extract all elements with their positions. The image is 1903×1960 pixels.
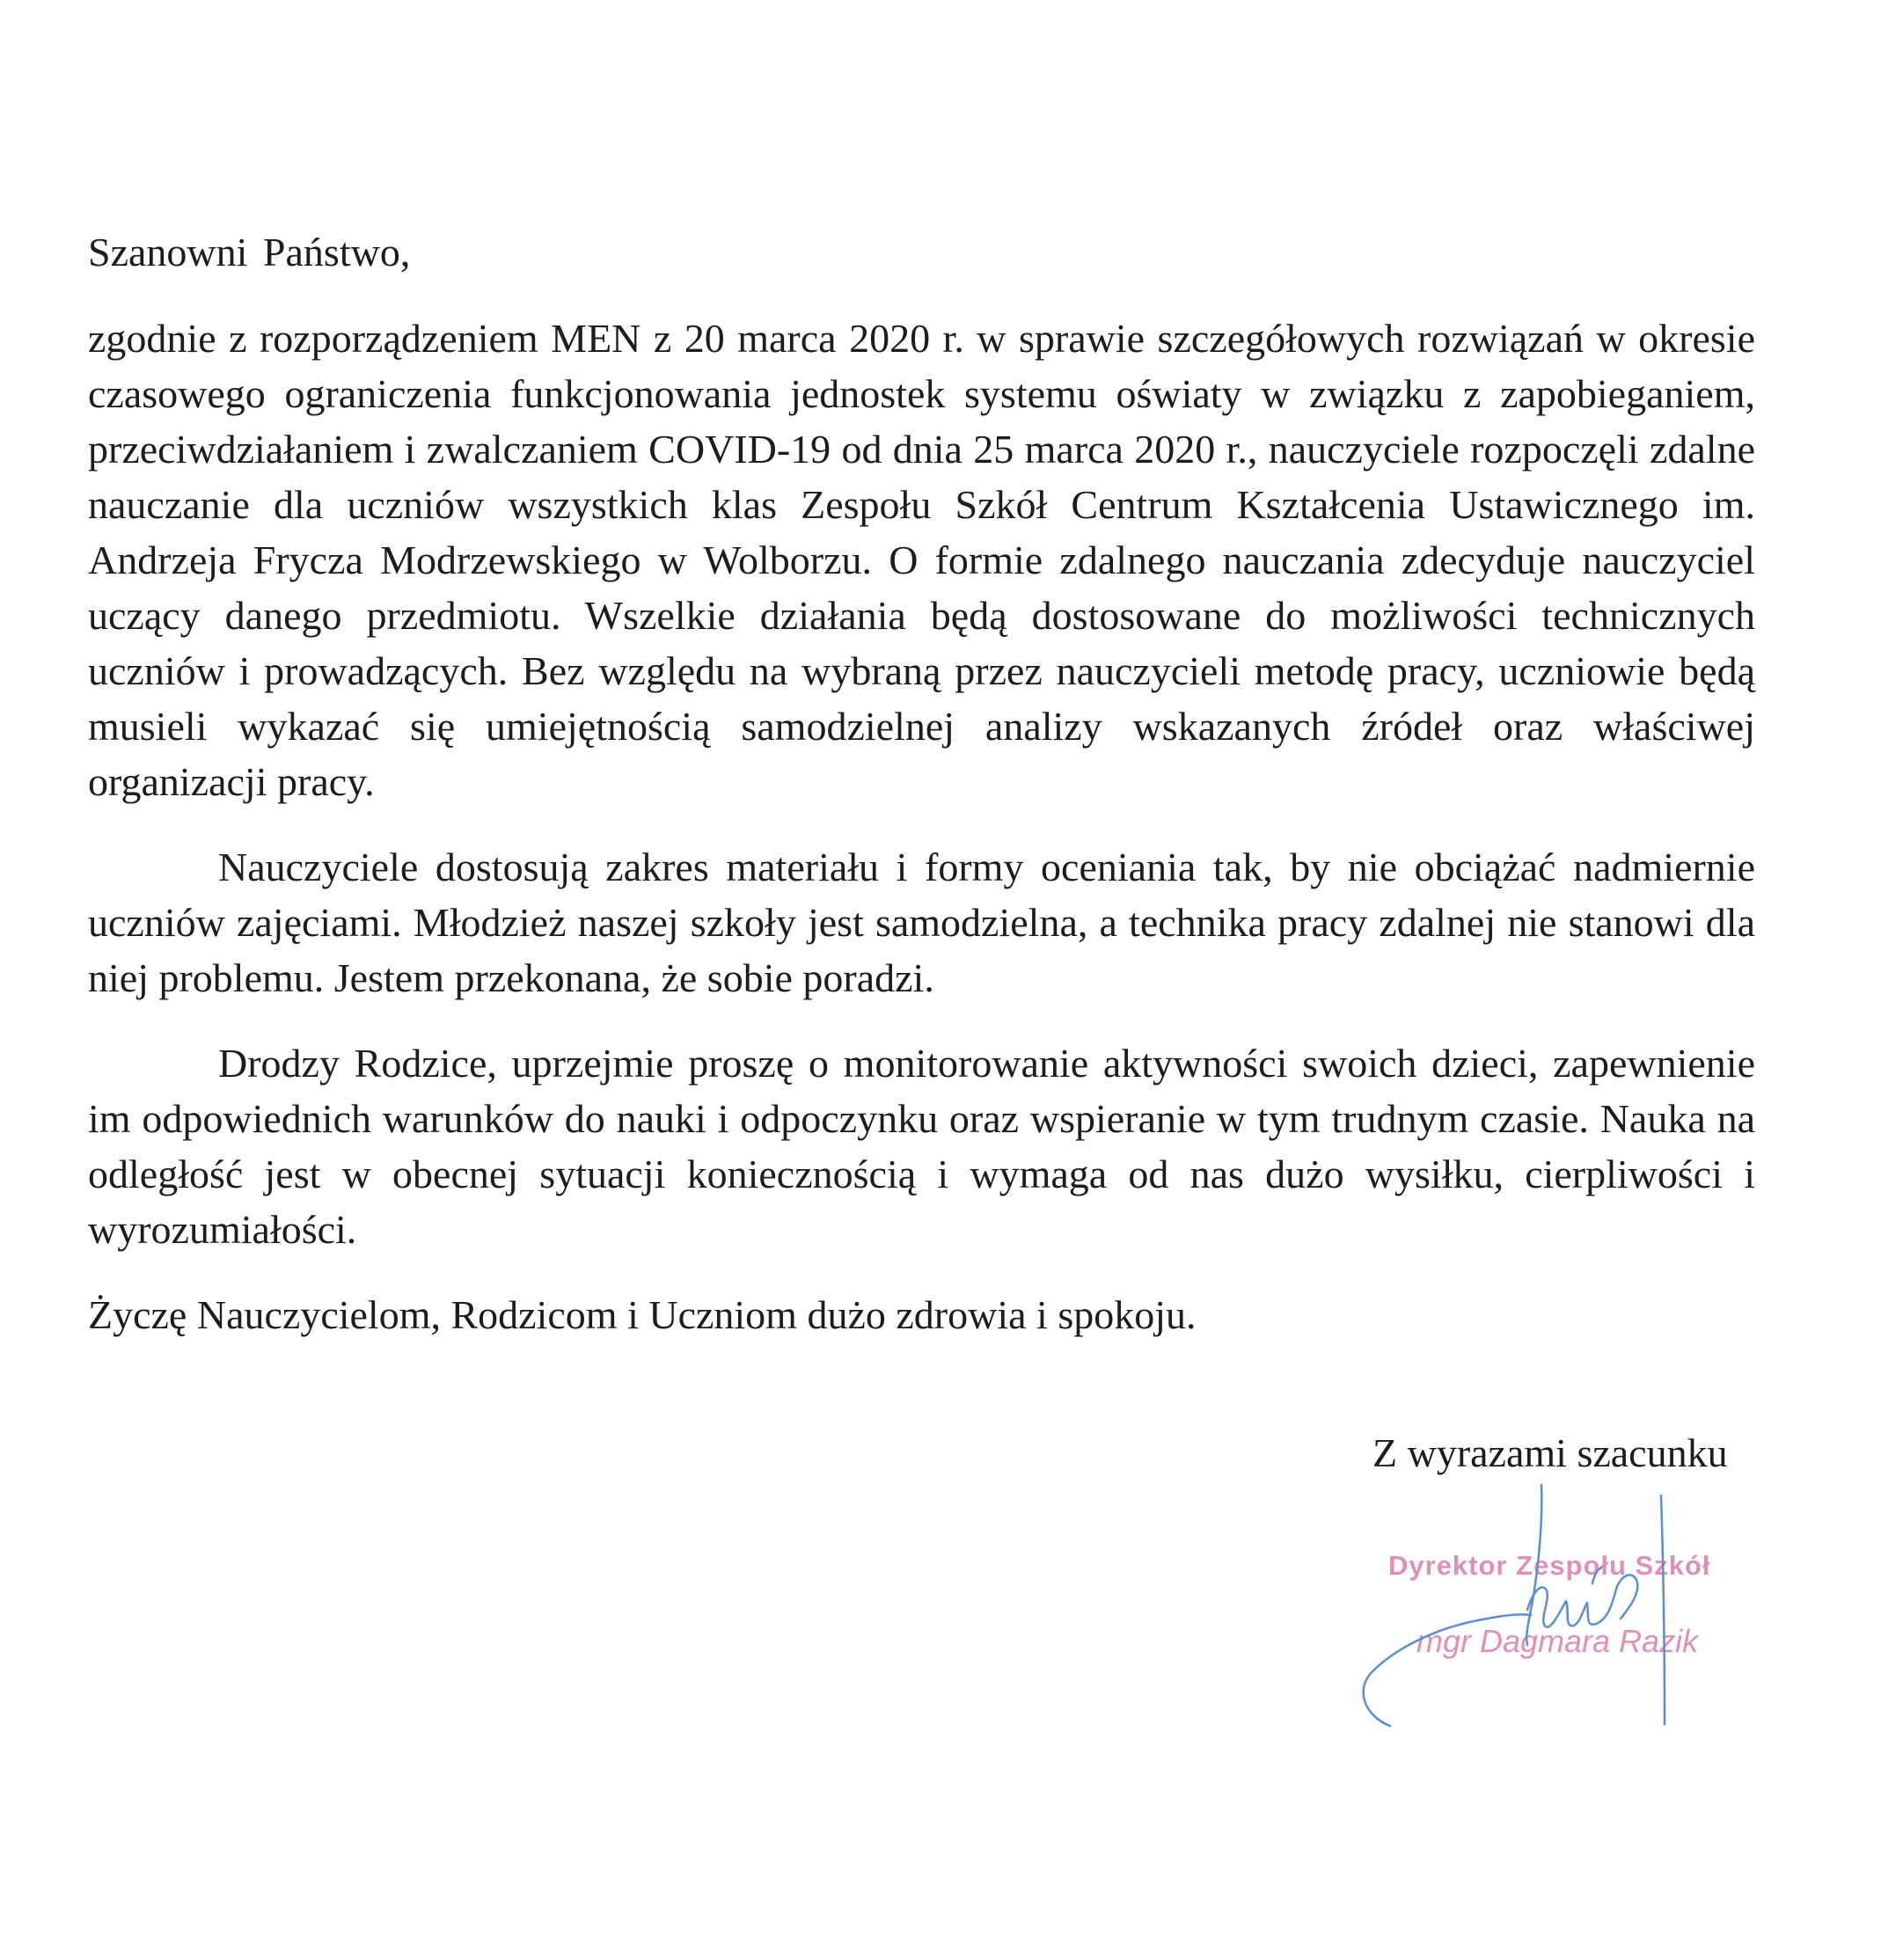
letter-regards: Z wyrazami szacunku xyxy=(1372,1430,1728,1475)
handwritten-signature xyxy=(1267,1478,1760,1733)
letter-paragraph-1: zgodnie z rozporządzeniem MEN z 20 marca 2020 r. w sprawie szczegółowych rozwiązań w okresie czasowego ograniczenia funkcjonowania jednostek systemu oświaty w związku z zapobieganiem, przeciwdziałaniem i zwalczaniem COVID-19 od dnia 25 marca 2020 r., nauczyciele rozpoczęli zdalne nauczanie dla uczniów wszystkich klas Zespołu Szkół Centrum Kształcenia Ustawicznego im. Andrzeja Frycza Modrzewskiego w Wolborzu. O formie zdalnego nauczania zdecyduje nauczyciel uczący danego przedmiotu. Wszelkie działania będą dostosowane do możliwości technicznych uczniów i prowadzących. Bez względu na wybraną przez nauczycieli metodę pracy, uczniowie będą musieli wykazać się umiejętnością samodzielnej analizy wskazanych źródeł oraz właściwej organizacji pracy. xyxy=(88,316,1755,804)
letter-paragraph-3: Drodzy Rodzice, uprzejmie proszę o monitorowanie aktywności swoich dzieci, zapewnienie im odpowiednich warunków do nauki i odpoczynku oraz wspieranie w tym trudnym czasie. Nauka na odległość jest w obecnej sytuacji koniecznością i wymaga od nas dużo wysiłku, cierpliwości i wyrozumiałości. xyxy=(88,1041,1755,1252)
letter-greeting: Szanowni Państwo, xyxy=(88,230,411,274)
letter-paragraph-2: Nauczyciele dostosują zakres materiału i formy oceniania tak, by nie obciążać nadmiernie uczniów zajęciami. Młodzież naszej szkoły jest samodzielna, a technika pracy zdalnej nie stanowi dla niej problemu. Jestem przekonana, że sobie poradzi. xyxy=(88,845,1755,1000)
letter-body xyxy=(88,224,1755,1342)
stamp-title: Dyrektor Zespołu Szkół xyxy=(1388,1550,1711,1581)
letter-closing-wish: Życzę Nauczycielom, Rodzicom i Uczniom dużo zdrowia i spokoju. xyxy=(88,1292,1197,1337)
stamp-name: mgr Dagmara Razik xyxy=(1416,1623,1699,1659)
